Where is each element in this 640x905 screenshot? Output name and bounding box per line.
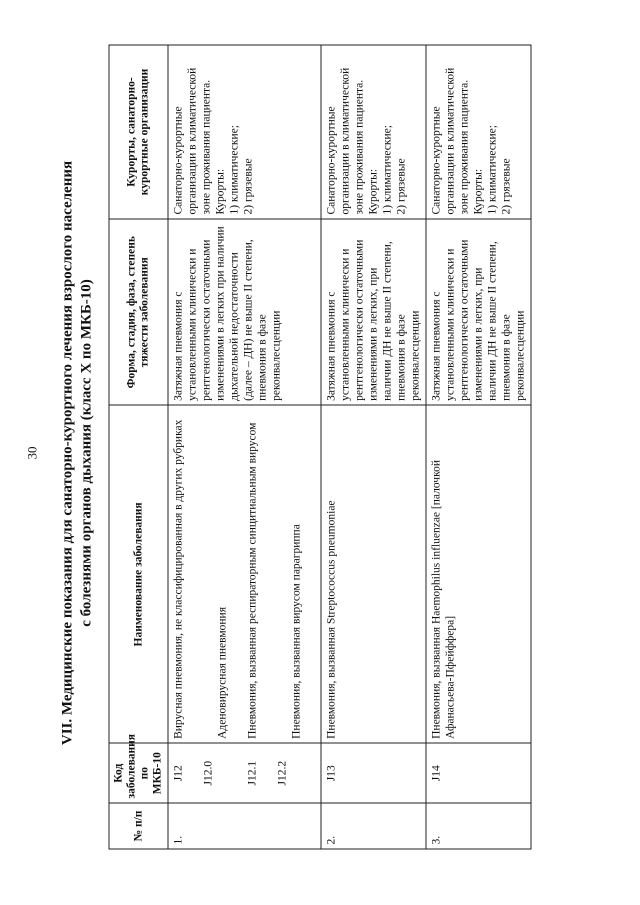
row-form: Затяжная пневмония с установленными клинически и рентгенологически остаточными изменениями в легких, при наличии ДН не выше II степени, пневмония в фазе реконвалесценции (321, 219, 426, 405)
indications-table (108, 44, 531, 849)
resort-item: 1) климатические; (381, 124, 393, 214)
resort-label: Курорты: (472, 168, 484, 214)
resort-item: 1) климатические; (228, 124, 240, 214)
table-row (426, 45, 531, 849)
row-codes (426, 743, 531, 803)
resort-item: 2) грязевые (242, 157, 254, 214)
section-title-line-2: с болезнями органов дыхания (класс X по МКБ-10) (78, 278, 94, 627)
row-names (426, 405, 531, 743)
disease-code: J12 (172, 764, 184, 781)
resort-org: Санаторно-курортные организации в климатической зоне проживания пациента. (172, 67, 212, 214)
row-form: Затяжная пневмония с установленными клинически и рентгенологически остаточными изменениями в легких при наличии дыхательной недостаточности (далее – ДН) не выше II степени, пневмония в фазе реконвалесценции (168, 219, 321, 405)
disease-name: Пневмония, вызванная респираторным синцитиальным вирусом (246, 422, 258, 739)
header-num: № п/п (109, 803, 168, 849)
disease-code: J12.1 (246, 760, 258, 786)
disease-code: J12.0 (202, 760, 214, 786)
disease-name: Аденовирусная пневмония (216, 606, 228, 739)
table-row (168, 45, 321, 849)
header-code: Код заболевания по МКБ-10 (109, 743, 168, 803)
row-names (168, 405, 321, 743)
resort-item: 1) климатические; (486, 124, 498, 214)
disease-name: Пневмония, вызванная вирусом парагриппа (290, 523, 302, 739)
resort-item: 2) грязевые (395, 157, 407, 214)
disease-name: Вирусная пневмония, не классифицированная в других рубриках (172, 419, 184, 739)
row-num: 2. (321, 803, 426, 849)
row-resort (426, 45, 531, 219)
disease-code: J13 (325, 764, 337, 781)
row-num: 1. (168, 803, 321, 849)
resort-label: Курорты: (367, 168, 379, 214)
disease-code: J14 (430, 764, 442, 781)
resort-item: 2) грязевые (500, 157, 512, 214)
section-title-line-1: VII. Медицинские показания для санаторно-курортного лечения взрослого населения (59, 160, 75, 745)
row-codes (168, 743, 321, 803)
row-codes (321, 743, 426, 803)
row-resort (321, 45, 426, 219)
section-title (58, 0, 96, 905)
table-row (321, 45, 426, 849)
row-names (321, 405, 426, 743)
row-resort (168, 45, 321, 219)
resort-org: Санаторно-курортные организации в климатической зоне проживания пациента. (325, 67, 365, 214)
header-name: Наименование заболевания (109, 405, 168, 743)
row-form: Затяжная пневмония с установленными клинически и рентгенологически остаточными изменениями в легких, при наличии ДН не выше II степени, пневмония в фазе реконвалесценции (426, 219, 531, 405)
header-form: Форма, стадия, фаза, степень тяжести заболевания (109, 219, 168, 405)
resort-org: Санаторно-курортные организации в климатической зоне проживания пациента. (430, 67, 470, 214)
table-header-row (109, 45, 168, 849)
header-resort: Курорты, санаторно-курортные организации (109, 45, 168, 219)
disease-code: J12.2 (276, 760, 288, 786)
row-num: 3. (426, 803, 531, 849)
disease-name: Пневмония, вызванная Streptococcus pneumoniae (325, 499, 337, 739)
resort-label: Курорты: (214, 168, 226, 214)
page-number: 30 (24, 446, 39, 459)
disease-name: Пневмония, вызванная Haemophilus influenzae [палочкой Афанасьева-Пфейффера] (430, 459, 456, 739)
